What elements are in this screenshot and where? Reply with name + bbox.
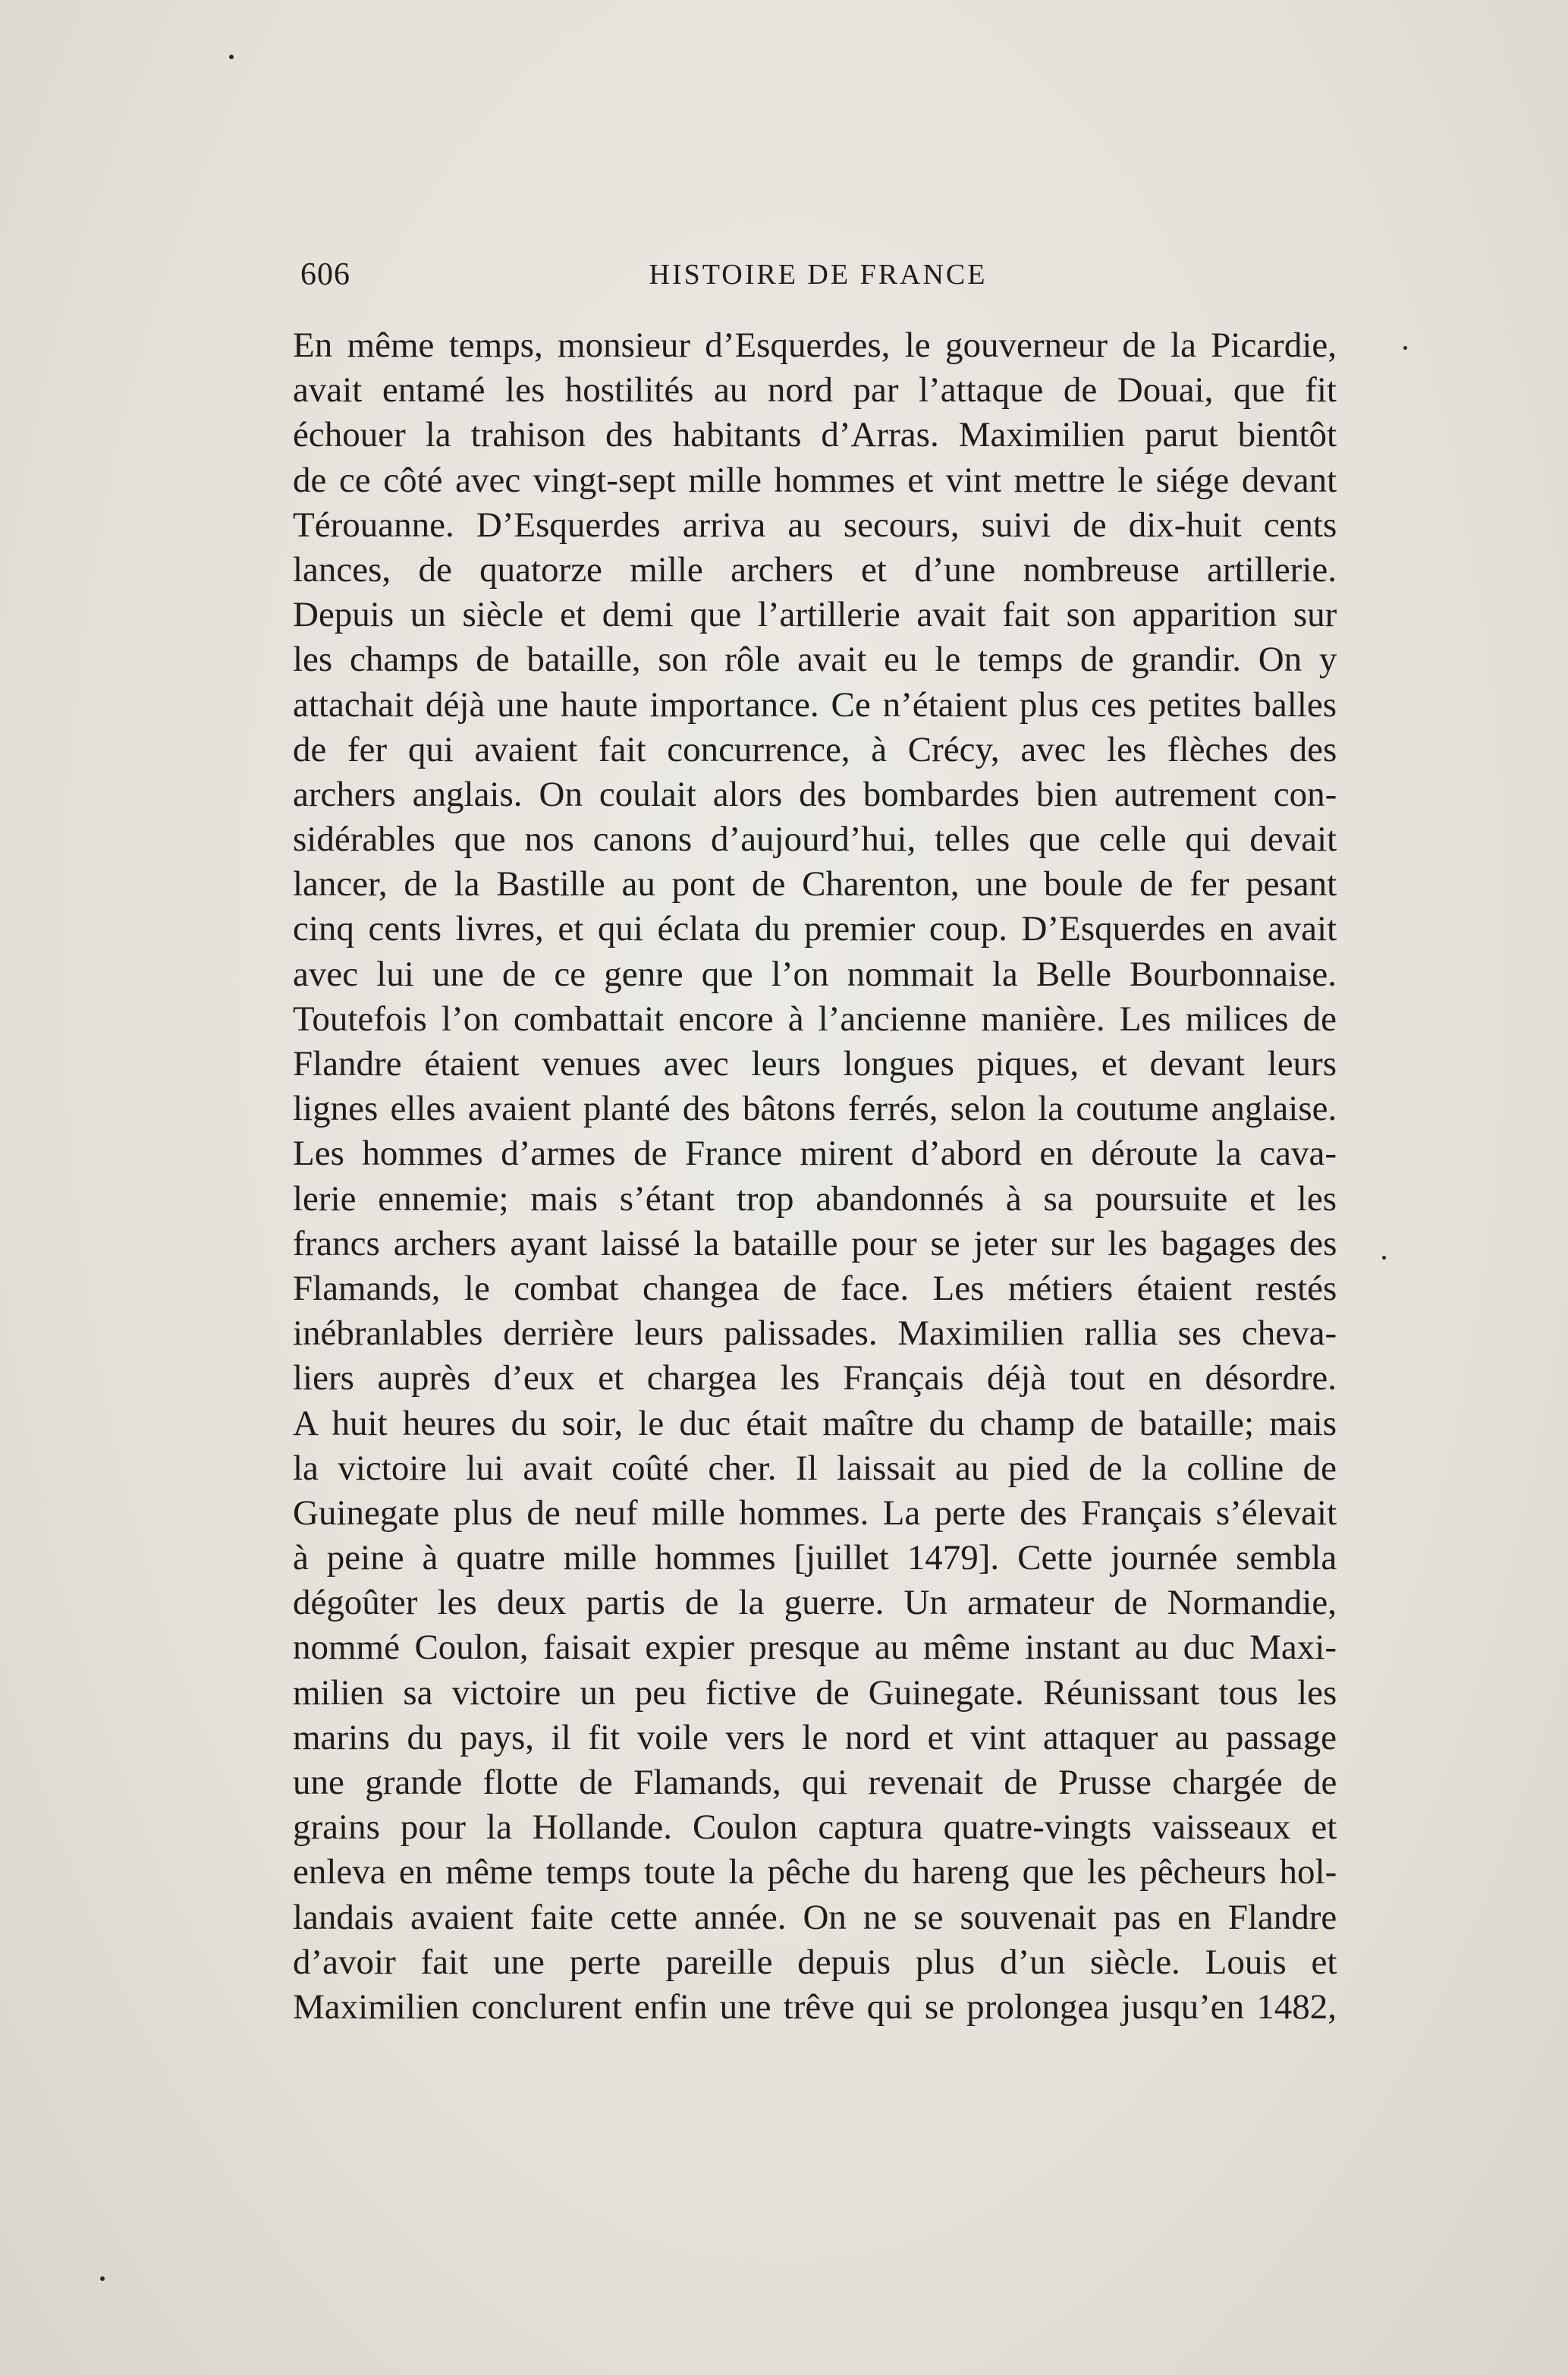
page-number: 606 [300, 257, 350, 292]
ink-speck [1403, 346, 1407, 350]
text-line: attachait déjà une haute importance. Ce n’étaient plus ces petites balles [293, 684, 1337, 725]
text-line: à peine à quatre mille hommes [juillet 1479]. Cette journée sembla [293, 1538, 1337, 1578]
text-line: Guinegate plus de neuf mille hommes. La perte des Français s’élevait [293, 1493, 1337, 1533]
text-line: échouer la trahison des habitants d’Arras. Maximilien parut bientôt [293, 415, 1337, 455]
text-line: dégoûter les deux partis de la guerre. Un armateur de Normandie, [293, 1583, 1337, 1623]
text-line: grains pour la Hollande. Coulon captura quatre-vingts vaisseaux et [293, 1807, 1337, 1848]
text-line: inébranlables derrière leurs palissades. Maximilien rallia ses cheva- [293, 1313, 1337, 1354]
text-line: milien sa victoire un peu fictive de Guinegate. Réunissant tous les [293, 1672, 1337, 1713]
text-line: de fer qui avaient fait concurrence, à Crécy, avec les flèches des [293, 729, 1337, 769]
text-line: avec lui une de ce genre que l’on nommait la Belle Bourbonnaise. [293, 954, 1337, 994]
text-line: d’avoir fait une perte pareille depuis plus d’un siècle. Louis et [293, 1942, 1337, 1982]
text-line: lignes elles avaient planté des bâtons ferrés, selon la coutume anglaise. [293, 1089, 1337, 1129]
ink-speck [100, 2276, 105, 2281]
text-line: liers auprès d’eux et chargea les Français déjà tout en désordre. [293, 1358, 1337, 1398]
text-line: A huit heures du soir, le duc était maître du champ de bataille; mais [293, 1403, 1337, 1443]
text-line: Flandre étaient venues avec leurs longues piques, et devant leurs [293, 1044, 1337, 1084]
text-line: lancer, de la Bastille au pont de Charenton, une boule de fer pesant [293, 864, 1337, 904]
running-title: HISTOIRE DE FRANCE [649, 259, 988, 291]
text-line: lances, de quatorze mille archers et d’une nombreuse artillerie. [293, 549, 1337, 590]
text-line: Térouanne. D’Esquerdes arriva au secours, suivi de dix-huit cents [293, 505, 1337, 545]
page-header [300, 256, 1336, 294]
ink-speck [1382, 1256, 1386, 1260]
body-text [293, 323, 1337, 2030]
text-line: nommé Coulon, faisait expier presque au même instant au duc Maxi- [293, 1628, 1337, 1668]
text-line: enleva en même temps toute la pêche du hareng que les pêcheurs hol- [293, 1852, 1337, 1892]
text-line: les champs de bataille, son rôle avait eu le temps de grandir. On y [293, 640, 1337, 680]
text-line: francs archers ayant laissé la bataille pour se jeter sur les bagages des [293, 1223, 1337, 1263]
text-line: la victoire lui avait coûté cher. Il laissait au pied de la colline de [293, 1448, 1337, 1488]
text-line: une grande flotte de Flamands, qui revenait de Prusse chargée de [293, 1763, 1337, 1802]
text-line: avait entamé les hostilités au nord par l’attaque de Douai, que fit [293, 370, 1337, 411]
text-line: Flamands, le combat changea de face. Les métiers étaient restés [293, 1268, 1337, 1308]
text-line: Toutefois l’on combattait encore à l’ancienne manière. Les milices de [293, 999, 1337, 1039]
text-line: landais avaient faite cette année. On ne se souvenait pas en Flandre [293, 1897, 1337, 1937]
text-line: archers anglais. On coulait alors des bombardes bien autrement con- [293, 774, 1337, 814]
ink-speck [229, 55, 234, 59]
text-line: de ce côté avec vingt-sept mille hommes et vint mettre le siége devant [293, 460, 1337, 500]
text-line: En même temps, monsieur d’Esquerdes, le gouverneur de la Picardie, [293, 326, 1337, 365]
text-line: lerie ennemie; mais s’étant trop abandonnés à sa poursuite et les [293, 1178, 1337, 1219]
text-line: Depuis un siècle et demi que l’artillerie avait fait son apparition sur [293, 595, 1337, 635]
text-line: sidérables que nos canons d’aujourd’hui, telles que celle qui devait [293, 819, 1337, 860]
text-line: Les hommes d’armes de France mirent d’abord en déroute la cava- [293, 1134, 1337, 1174]
text-line: cinq cents livres, et qui éclata du premier coup. D’Esquerdes en avait [293, 909, 1337, 949]
text-line: Maximilien conclurent enfin une trêve qui se prolongea jusqu’en 1482, [293, 1987, 1337, 2027]
text-line: marins du pays, il fit voile vers le nord et vint attaquer au passage [293, 1717, 1337, 1757]
